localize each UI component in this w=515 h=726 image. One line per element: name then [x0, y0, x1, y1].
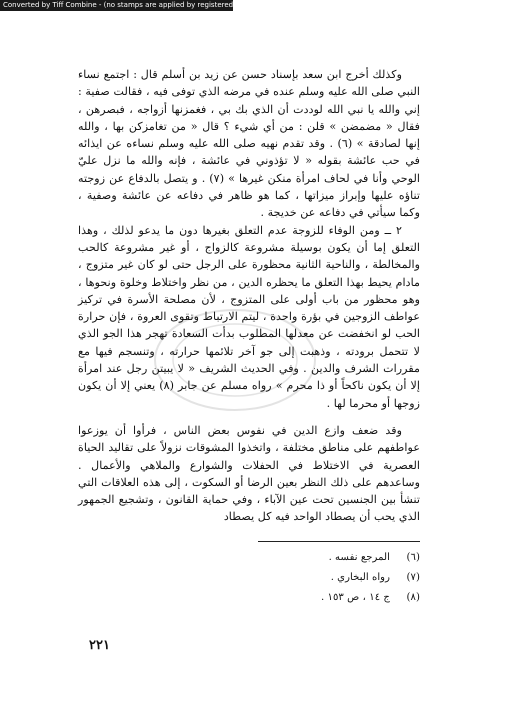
converter-watermark-bar: Converted by Tiff Combine - (no stamps are applied by registered version) [0, 0, 233, 11]
footnote-7 [226, 568, 420, 588]
footnote-text: المرجع نفسه . [328, 552, 390, 563]
footnote-6 [226, 548, 420, 568]
footnotes [226, 548, 420, 608]
footnote-number: (٦) [406, 552, 420, 563]
footnote-text: ج ١٤ ، ص ١٥٣ . [320, 592, 390, 603]
paragraph-1: وكذلك أخرج ابن سعد بإسناد حسن عن زيد بن أسلم قال : اجتمع نساء النبي صلى الله عليه وسلم عنده في مرضه الذي توفى فيه ، فقالت صفية : إني والله يا نبي الله لوددت أن الذي بك بي ، فغمزنها أزواجه ، فبصرهن ، فقال « مضمضن » قلن : من أي شيء ؟ قال « من تغامزكن بها ، والله إنها لصادقة » (٦) . وقد تقدم نهيه صلى الله عليه وسلم نساءه عن ايذائه في حب عائشة بقوله « لا تؤذوني في عائشة ، فإنه والله ما نزل عليّ الوحي وأنا في لحاف امرأة منكن غيرها » (٧) . و يتصل بالدفاع عن زوجته تناؤه عليها وإبراز ميزاتها ، كما هو ظاهر في دفاعه عن عائشة وصفية ، وكما سيأتي في دفاعه عن خديجة . [78, 68, 420, 220]
footnote-8 [226, 588, 420, 608]
paragraph-2: ٢ ــ ومن الوفاء للزوجة عدم التعلق بغيرها دون ما يدعو لذلك ، وهذا التعلق إما أن يكون بوسيلة مشروعة كالزواج ، أو غير مشروعة كالحب والمخالطة ، والناحية الثانية محظورة على الرجل حتى لو كان غير متزوج ، مادام يحيط بهذا التعلق ما يحظره الدين ، من نظر واختلاط وخلوة ونحوها ، وهو محظور من باب أولى على المتزوج ، لأن مصلحة الأسرة في تركيز عواطف الزوجين في بؤرة واحدة ، ليتم الارتباط وتقوى العروة ، فإن حرارة الحب لو انخفضت عن معدلها المطلوب بدأت السعادة تهجر هذا الجو الذي لا تتحمل برودته ، وذهبت إلى جو آخر تلائمها حرارته ، وتنسجم فيها مع مقررات الشرف والدين . وفي الحديث الشريف « لا يبيتن رجل عند امرأة إلا أن يكون ناكحاً أو ذا محرم » رواه مسلم عن جابر (٨) يعني إلا أن يكون زوجها أو محرما لها . [78, 223, 420, 410]
footnote-divider [258, 541, 420, 542]
page-body-text [78, 66, 420, 526]
footnote-text: رواه البخاري . [330, 572, 390, 583]
paragraph-3: وقد ضعف وازع الدين في نفوس بعض الناس ، فرأوا أن يوزعوا عواطفهم على مناطق مختلفة ، واتخذوا المشوقات نزولاً على تقاليد الحياة العصرية في الاختلاط في الحفلات والشوارع والملاهي والأعمال . وساعدهم على ذلك النظر بعين الرضا أو السكوت ، إلى هذه العلاقات التي تنشأ بين الجنسين تحت عين الآباء ، وفي حماية القانون ، وتشجيع الجمهور الذي يحب أن يصطاد الواحد فيه كل يصطاد [78, 423, 420, 524]
page-number: ٢٢١ [89, 638, 110, 653]
footnote-number: (٧) [406, 572, 420, 583]
footnote-number: (٨) [406, 592, 420, 603]
